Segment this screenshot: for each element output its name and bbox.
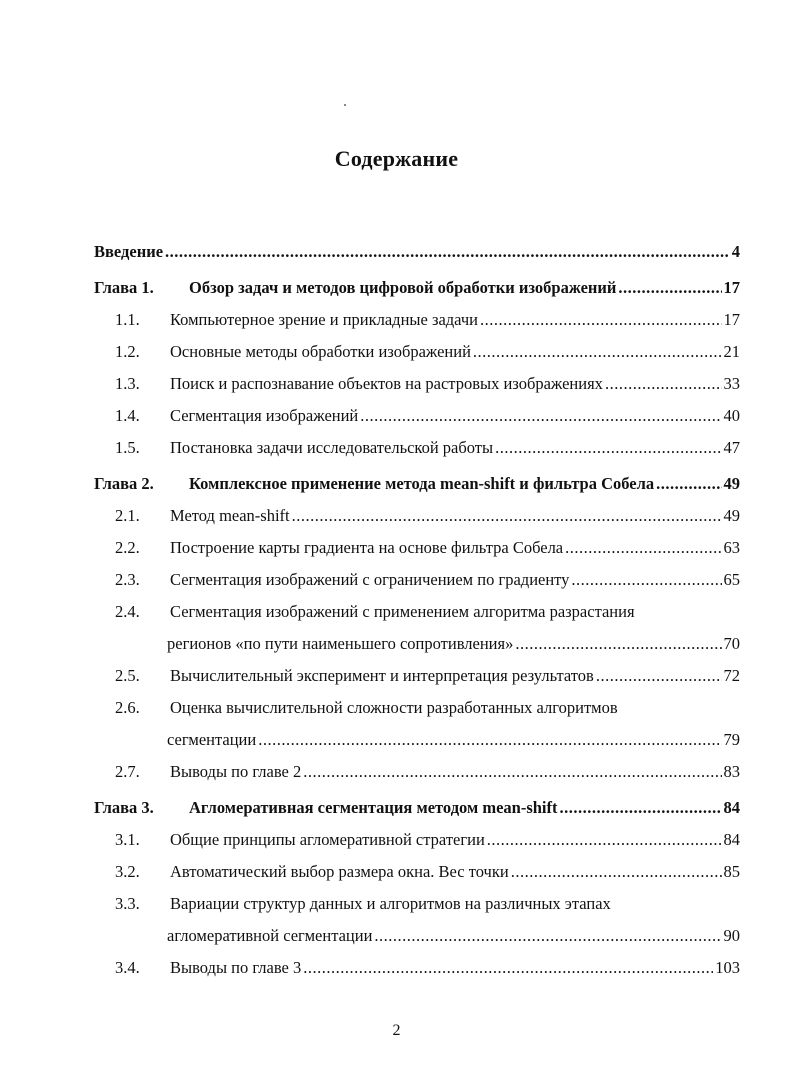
section-page: 47 [723,438,740,457]
toc-intro[interactable] [94,236,740,268]
section-number: 3.4. [115,958,140,977]
section-number: 1.2. [115,342,140,361]
section-title: Компьютерное зрение и прикладные задачи [170,310,478,329]
section-page: 79 [723,730,740,749]
leader-dots [618,278,721,298]
leader-dots [258,730,721,750]
chapter-page: 17 [723,278,740,297]
section-title: Сегментация изображений [170,406,359,425]
section-title: агломеративной сегментации [167,926,373,945]
leader-dots [656,474,721,494]
section-title: Выводы по главе 3 [170,958,302,977]
section-title: сегментации [167,730,257,749]
leader-dots [473,342,722,362]
toc-section[interactable] [94,856,740,888]
leader-dots [560,798,722,818]
section-number: 2.3. [115,570,140,589]
toc-section[interactable] [94,500,740,532]
section-number: 3.3. [115,894,140,913]
leader-dots [571,570,721,590]
section-title: Метод mean-shift [170,506,290,525]
section-page: 21 [723,342,740,361]
leader-dots [480,310,722,330]
page-title: Содержание [334,146,459,171]
section-title: Вариации структур данных и алгоритмов на различных этапах [170,894,611,913]
toc-section[interactable] [94,432,740,464]
section-page: 85 [723,862,740,881]
toc-intro-page: 4 [731,242,740,261]
chapter-number: Глава 1. [94,278,154,297]
section-title: Вычислительный эксперимент и интерпретация результатов [170,666,594,685]
section-number: 2.4. [115,602,140,621]
toc-chapter[interactable] [94,468,740,500]
section-page: 72 [723,666,740,685]
section-number: 2.2. [115,538,140,557]
section-page: 84 [723,830,740,849]
toc-section[interactable] [94,400,740,432]
leader-dots [303,762,721,782]
section-page: 103 [715,958,740,977]
toc-section[interactable] [94,596,740,628]
section-title: Постановка задачи исследовательской работы [170,438,494,457]
toc-section[interactable] [94,724,740,756]
table-of-contents [94,236,740,984]
toc-section[interactable] [94,336,740,368]
toc-section[interactable] [94,660,740,692]
toc-chapter[interactable] [94,272,740,304]
section-number: 1.3. [115,374,140,393]
section-number: 2.6. [115,698,140,717]
section-number: 1.4. [115,406,140,425]
section-page: 17 [723,310,740,329]
section-title: Поиск и распознавание объектов на растровых изображениях [170,374,603,393]
leader-dots [292,506,722,526]
section-number: 2.5. [115,666,140,685]
section-page: 63 [723,538,740,557]
section-page: 40 [723,406,740,425]
scan-speck [344,104,346,106]
leader-dots [374,926,721,946]
toc-section[interactable] [94,628,740,660]
leader-dots [511,862,722,882]
chapter-page: 49 [723,474,740,493]
section-number: 2.1. [115,506,140,525]
chapter-title: Комплексное применение метода mean-shift и фильтра Собела [189,474,655,493]
leader-dots [495,438,721,458]
toc-section[interactable] [94,952,740,984]
section-page: 33 [723,374,740,393]
leader-dots [165,242,730,262]
leader-dots [596,666,722,686]
toc-section[interactable] [94,920,740,952]
section-title: Общие принципы агломеративной стратегии [170,830,485,849]
chapter-number: Глава 3. [94,798,154,817]
leader-dots [360,406,721,426]
section-page: 83 [723,762,740,781]
toc-intro-text: Введение [94,242,164,261]
leader-dots [487,830,722,850]
section-title: Оценка вычислительной сложности разработанных алгоритмов [170,698,618,717]
section-title: Сегментация изображений с применением алгоритма разрастания [170,602,635,621]
section-number: 2.7. [115,762,140,781]
section-number: 3.1. [115,830,140,849]
chapter-title: Агломеративная сегментация методом mean-shift [189,798,558,817]
page-number: 2 [392,1022,401,1039]
toc-section[interactable] [94,824,740,856]
leader-dots [303,958,713,978]
toc-section[interactable] [94,532,740,564]
section-number: 1.5. [115,438,140,457]
toc-section[interactable] [94,888,740,920]
section-number: 1.1. [115,310,140,329]
section-title: Построение карты градиента на основе фильтра Собела [170,538,564,557]
toc-section[interactable] [94,304,740,336]
toc-section[interactable] [94,692,740,724]
section-title: Основные методы обработки изображений [170,342,471,361]
leader-dots [605,374,722,394]
chapter-number: Глава 2. [94,474,154,493]
chapter-page: 84 [723,798,740,817]
section-page: 70 [723,634,740,653]
leader-dots [565,538,721,558]
section-page: 49 [723,506,740,525]
toc-section[interactable] [94,368,740,400]
leader-dots [515,634,721,654]
section-page: 90 [723,926,740,945]
section-title: Автоматический выбор размера окна. Вес точки [170,862,509,881]
section-number: 3.2. [115,862,140,881]
toc-section[interactable] [94,564,740,596]
section-title: Сегментация изображений с ограничением по градиенту [170,570,570,589]
section-title: регионов «по пути наименьшего сопротивления» [167,634,514,653]
toc-section[interactable] [94,756,740,788]
chapter-title: Обзор задач и методов цифровой обработки изображений [189,278,617,297]
section-page: 65 [723,570,740,589]
section-title: Выводы по главе 2 [170,762,302,781]
toc-chapter[interactable] [94,792,740,824]
